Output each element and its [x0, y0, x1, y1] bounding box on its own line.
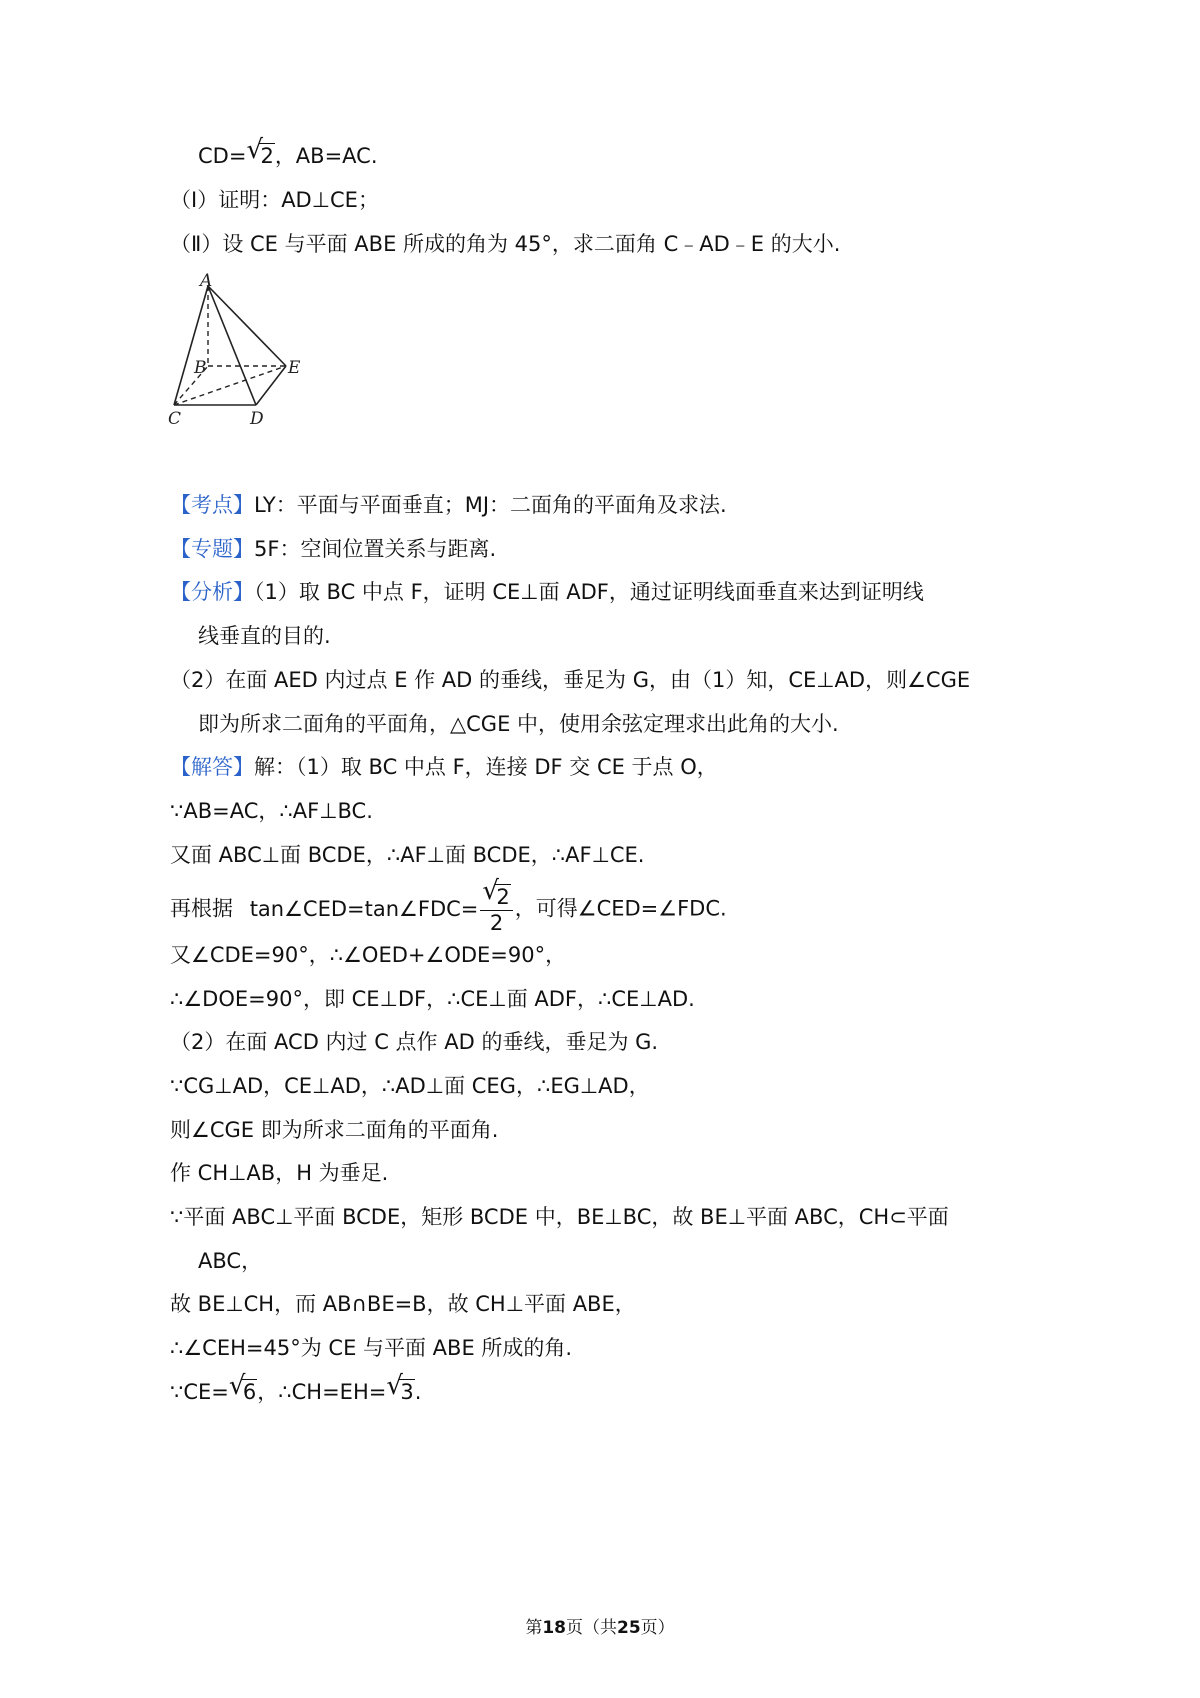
jieda-line-9: 则∠CGE 即为所求二面角的平面角. — [170, 1118, 499, 1142]
pyramid-figure — [170, 272, 320, 432]
jieda-4-suffix: ，可得∠CED=∠FDC. — [514, 896, 727, 921]
jieda-line-8: ∵CG⊥AD，CE⊥AD，∴AD⊥面 CEG，∴EG⊥AD， — [170, 1074, 650, 1098]
fenxi-tag: 【分析】 — [170, 580, 254, 604]
vertex-e-label: E — [288, 358, 301, 378]
period: . — [414, 1380, 422, 1404]
jieda-line-6: ∴∠DOE=90°，即 CE⊥DF，∴CE⊥面 ADF，∴CE⊥AD. — [170, 987, 695, 1011]
fenxi-line-1 — [170, 577, 924, 607]
jieda-tag: 【解答】 — [170, 755, 254, 779]
jieda-line-15 — [170, 1371, 422, 1407]
fenxi-line-2: 线垂直的目的. — [198, 624, 331, 648]
kaodian-tag: 【考点】 — [170, 493, 254, 517]
tan-expression: tan∠CED=tan∠FDC= — [249, 896, 479, 921]
cd-label: CD= — [198, 144, 247, 168]
part-2-question: （Ⅱ）设 CE 与平面 ABE 所成的角为 45°，求二面角 C﹣AD﹣E 的大小. — [170, 232, 841, 256]
page-footer: 第18页（共25页） — [525, 1618, 675, 1638]
jieda-line-7: （2）在面 ACD 内过 C 点作 AD 的垂线，垂足为 G. — [170, 1030, 659, 1054]
zhuanti-line — [170, 534, 496, 564]
sqrt2-over-2-fraction: √ 2 2 — [480, 884, 512, 935]
jieda-4-prefix: 再根据 — [170, 896, 233, 921]
jieda-line-3: 又面 ABC⊥面 BCDE，∴AF⊥面 BCDE，∴AF⊥CE. — [170, 843, 645, 867]
vertex-a-label: A — [200, 271, 213, 291]
edge-ad — [208, 286, 256, 405]
jieda-line-11: ∵平面 ABC⊥平面 BCDE，矩形 BCDE 中，BE⊥BC，故 BE⊥平面 ABC，CH⊂平面 — [170, 1205, 949, 1229]
ab-ac-text: ，AB=AC. — [274, 144, 378, 168]
problem-condition — [198, 135, 378, 171]
total-pages: 25 — [617, 1618, 641, 1638]
vertex-d-label: D — [250, 409, 264, 429]
jieda-line-4 — [170, 876, 727, 935]
sqrt-2: √ 2 — [246, 135, 274, 168]
ce-label: ∵CE= — [170, 1380, 229, 1404]
jieda-line-5: 又∠CDE=90°，∴∠OED+∠ODE=90°， — [170, 943, 567, 967]
current-page: 18 — [542, 1618, 566, 1638]
jieda-line-13: 故 BE⊥CH，而 AB∩BE=B，故 CH⊥平面 ABE， — [170, 1292, 636, 1316]
jieda-line-10: 作 CH⊥AB，H 为垂足. — [170, 1161, 389, 1185]
fenxi-text-1: （1）取 BC 中点 F，证明 CE⊥面 ADF，通过证明线面垂直来达到证明线 — [254, 580, 924, 604]
jieda-line-12: ABC， — [198, 1249, 263, 1273]
vertex-b-label: B — [194, 358, 207, 378]
edge-ac — [174, 286, 208, 405]
edge-ae — [208, 286, 286, 366]
kaodian-line — [170, 490, 727, 520]
part-1-question: （Ⅰ）证明：AD⊥CE； — [170, 188, 379, 212]
jieda-line-1 — [170, 752, 718, 782]
zhuanti-text: 5F：空间位置关系与距离. — [254, 537, 497, 561]
kaodian-text: LY：平面与平面垂直；MJ：二面角的平面角及求法. — [254, 493, 727, 517]
fenxi-line-3: （2）在面 AED 内过点 E 作 AD 的垂线，垂足为 G，由（1）知，CE⊥AD，则∠CGE — [170, 668, 971, 692]
zhuanti-tag: 【专题】 — [170, 537, 254, 561]
vertex-c-label: C — [168, 409, 182, 429]
fenxi-line-4: 即为所求二面角的平面角，△CGE 中，使用余弦定理求出此角的大小. — [198, 712, 839, 736]
edge-ce — [174, 366, 286, 405]
jieda-line-2: ∵AB=AC，∴AF⊥BC. — [170, 799, 373, 823]
jieda-text-1: 解：（1）取 BC 中点 F，连接 DF 交 CE 于点 O， — [254, 755, 718, 779]
sqrt-6: √ 6 — [228, 1371, 257, 1404]
ch-eh-label: ，∴CH=EH= — [257, 1380, 387, 1404]
jieda-line-14: ∴∠CEH=45°为 CE 与平面 ABE 所成的角. — [170, 1336, 573, 1360]
sqrt-3: √ 3 — [386, 1371, 414, 1404]
